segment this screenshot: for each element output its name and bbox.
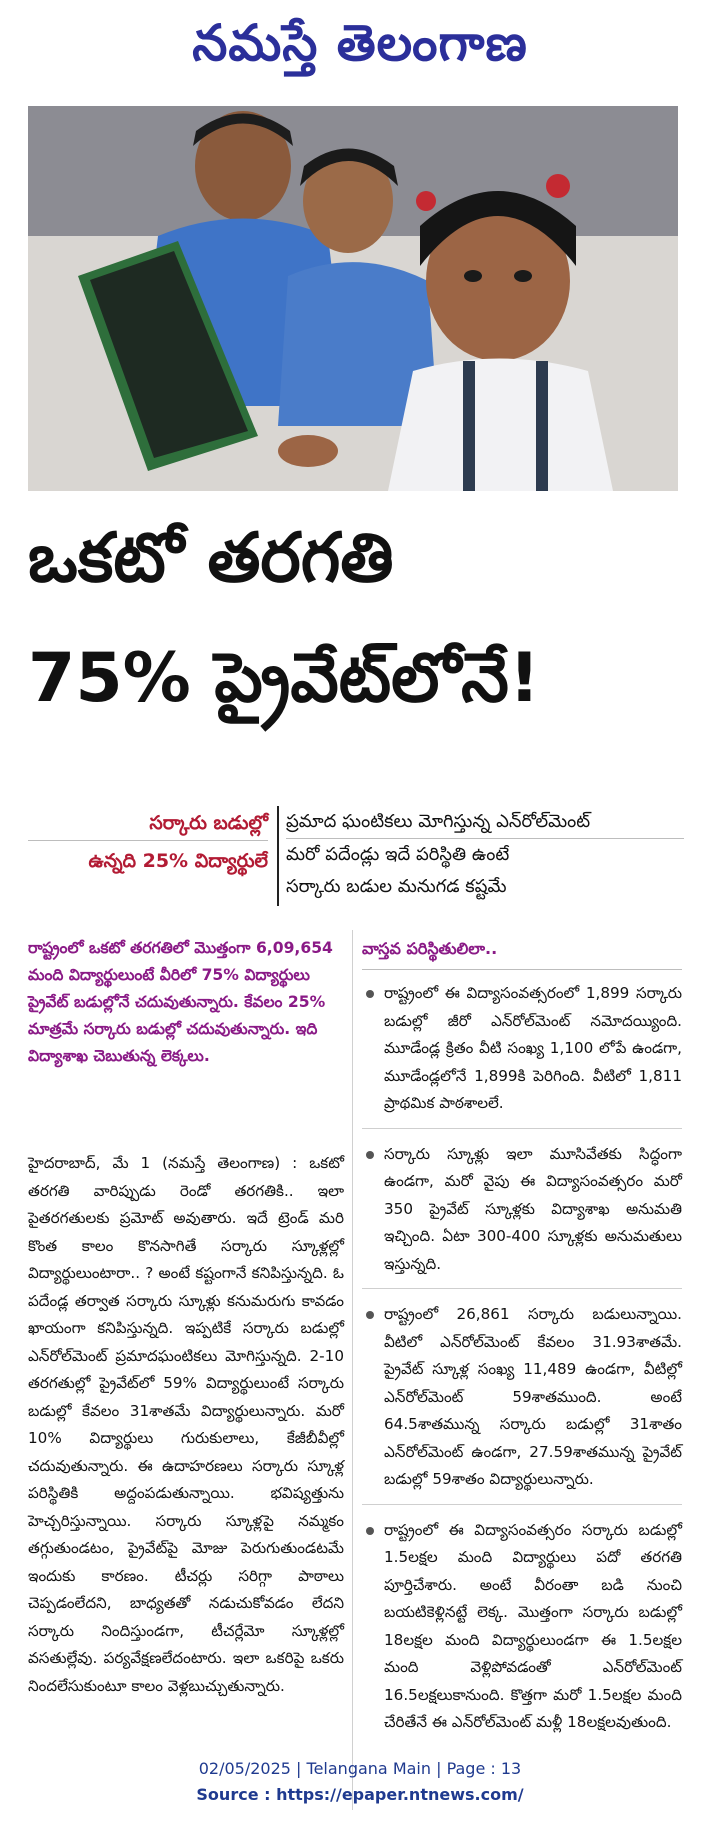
footer-source-link[interactable]: Source : https://epaper.ntnews.com/: [196, 1785, 524, 1804]
facts-subhead: వాస్తవ పరిస్థితులిలా..: [362, 935, 682, 970]
footer: [0, 1756, 720, 1808]
fact-text-3: రాష్ట్రంలో 26,861 సర్కారు బడులున్నాయి. వీటిలో ఎన్‌రోల్‌మెంట్ కేవలం 31.93శాతమే. ప్రైవేట్ స్కూళ్ల సంఖ్య 11,489 ఉండగా, వీటిల్లో ఎన్‌రోల్‌మెంట్ 59శాతముంది. అంటే 64.5శాతమున్న సర్కారు బడుల్లో 31శాతం ఎన్‌రోల్‌మెంట్ ఉండగా, 27.59శాతమున్న ప్రైవేట్ బడుల్లో 59శాతం విద్యార్థులున్నారు.: [384, 1305, 682, 1488]
deck-right-line-2: మరో పదేండ్లు ఇదే పరిస్థితి ఉంటే: [286, 844, 510, 865]
children-with-slates-illustration: [28, 106, 678, 491]
deck-right: [286, 806, 684, 903]
deck-right-line-3: సర్కారు బడుల మనుగడ కష్టమే: [286, 876, 507, 897]
intro-paragraph: రాష్ట్రంలో ఒకటో తరగతిలో మొత్తంగా 6,09,654 మంది విద్యార్థులుంటే వీరిలో 75% విద్యార్థులు ప్రైవేట్ బడుల్లోనే చదువుతున్నారు. కేవలం 25% మాత్రమే సర్కారు బడుల్లో చదువుతున్నారు. ఇది విద్యాశాఖ చెబుతున్న లెక్కలు.: [28, 939, 333, 1065]
article-photo: [28, 106, 678, 491]
deck-divider: [277, 806, 279, 906]
deck-right-line-1: ప్రమాద ఘంటికలు మోగిస్తున్న ఎన్‌రోల్‌మెంట్: [286, 806, 684, 839]
headline-line-1: ఒకటో తరగతి: [28, 519, 394, 598]
right-column: [362, 935, 682, 1759]
fact-bullet-2: [362, 1141, 682, 1290]
fact-text-4: రాష్ట్రంలో ఈ విద్యాసంవత్సరం సర్కారు బడుల్లో 1.5లక్షల మంది విద్యార్థులు పదో తరగతి పూర్తిచేశారు. అంటే వీరంతా బడి నుంచి బయటికెళ్లినట్టే లెక్క. మొత్తంగా సర్కారు బడుల్లో 18లక్షల మంది విద్యార్థులుండగా ఈ 1.5లక్షల మంది వెళ్లిపోవడంతో ఎన్‌రోల్‌మెంట్ 16.5లక్షలుకానుంది. కొత్తగా మరో 1.5లక్షల మంది చేరితేనే ఈ ఎన్‌రోల్‌మెంట్ మళ్లీ 18లక్షలవుతుంది.: [384, 1520, 682, 1731]
bullet-dot-icon: [366, 1151, 374, 1159]
column-divider: [352, 930, 353, 1810]
newspaper-title: నమస్తే తెలంగాణ: [192, 13, 528, 72]
bullet-dot-icon: [366, 1311, 374, 1319]
fact-bullet-3: [362, 1301, 682, 1505]
deck-left: [28, 806, 268, 881]
headline-line-2: 75% ప్రైవేట్‌లోనే!: [28, 639, 540, 718]
bullet-dot-icon: [366, 990, 374, 998]
fact-text-2: సర్కారు స్కూళ్లు ఇలా మూసివేతకు సిద్ధంగా ఉండగా, మరో వైపు ఈ విద్యాసంవత్సరం మరో 350 ప్రైవేట్ స్కూళ్లకు విద్యాశాఖ అనుమతి ఇచ్చింది. ఏటా 300-400 స్కూళ్లకు అనుమతులు ఇస్తున్నది.: [384, 1144, 682, 1273]
footer-date-edition: 02/05/2025 | Telangana Main | Page : 13: [198, 1759, 522, 1778]
bullet-dot-icon: [366, 1527, 374, 1535]
deck-left-line-1: సర్కారు బడుల్లో: [28, 806, 268, 841]
fact-bullet-4: [362, 1517, 682, 1747]
fact-text-1: రాష్ట్రంలో ఈ విద్యాసంవత్సరంలో 1,899 సర్కారు బడుల్లో జీరో ఎన్‌రోల్‌మెంట్ నమోదయ్యింది. మూడేండ్ల క్రితం వీటి సంఖ్య 1,100 లోపే ఉండగా, మూడేండ్లలోనే 1,899కి పెరిగింది. వీటిలో 1,811 ప్రాథమిక పాఠశాలలే.: [384, 984, 682, 1112]
fact-bullet-1: [362, 980, 682, 1129]
masthead: [0, 0, 720, 90]
deck-left-line-2: ఉన్నది 25% విద్యార్థులే: [88, 850, 268, 872]
body-paragraph-left: హైదరాబాద్, మే 1 (నమస్తే తెలంగాణ) : ఒకటో తరగతి వారిప్పుడు రెండో తరగతికి.. ఇలా పైతరగతులకు ప్రమోట్ అవుతారు. ఇదే ట్రెండ్ మరి కొంత కాలం కొనసాగితే సర్కారు స్కూళ్లల్లో విద్యార్థులుంటారా.. ? అంటే కష్టంగానే కనిపిస్తున్నది. ఓ పదేండ్ల తర్వాత సర్కారు స్కూళ్లు కనుమరుగు కావడం ఖాయంగా కనిపిస్తున్నది. ఇప్పటికే సర్కారు బడుల్లో ఎన్‌రోల్‌మెంట్ ప్రమాదఘంటికలు మోగిస్తున్నది. 2-10 తరగతుల్లో ప్రైవేట్‌లో 59% విద్యార్థులుంటే సర్కారు బడుల్లో కేవలం 31శాతమే విద్యార్థులున్నారు. మరో 10% విద్యార్థులు గురుకులాలు, కేజీబీవీల్లో చదువుతున్నారు. ఈ ఉదాహరణలు సర్కారు స్కూళ్ల పరిస్థితికి అద్దంపడుతున్నాయి. భవిష్యత్తును హెచ్చరిస్తున్నాయి. సర్కారు స్కూళ్లపై నమ్మకం తగ్గుతుండటం, ప్రైవేట్‌పై మోజు పెరుగుతుండటమే ఇందుకు కారణం. టీచర్లు సరిగ్గా పాఠాలు చెప్పడంలేదని, బాధ్యతతో నడుచుకోవడం లేదని సర్కారు నిందిస్తుండగా, టీచర్లేమో స్కూళ్లల్లో వసతుల్లేవు. పర్యవేక్షణలేదంటారు. ఇలా ఒకరిపై ఒకరు నిందలేసుకుంటూ కాలం వెళ్లబుచ్చుతున్నారు.: [28, 1154, 344, 1695]
